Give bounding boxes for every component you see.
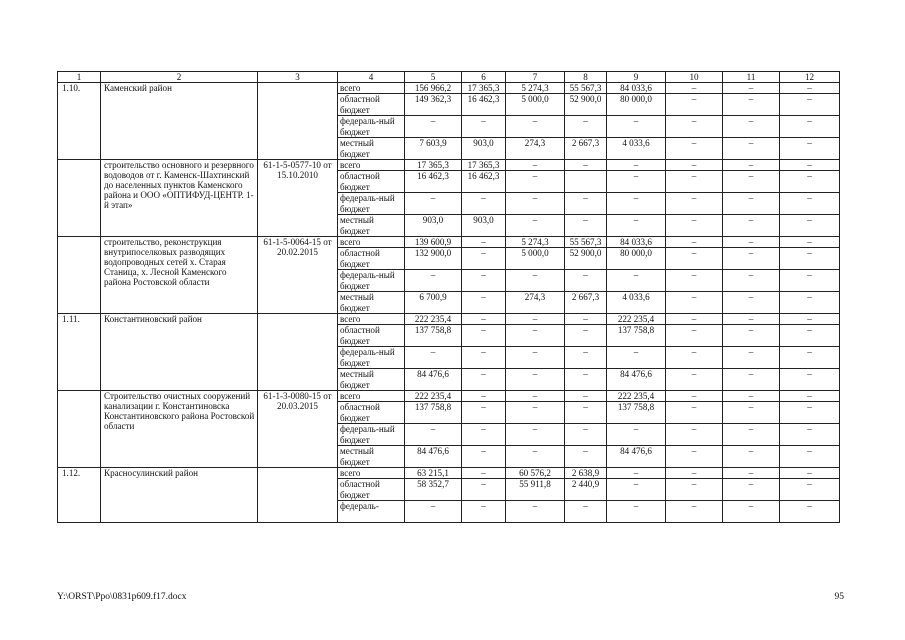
amount-cell: – [666,479,723,501]
amount-cell: – [405,193,462,215]
amount-cell: – [666,402,723,424]
amount-cell: – [607,479,666,501]
amount-cell: – [565,402,607,424]
amount-cell: – [607,424,666,446]
amount-cell: – [666,215,723,237]
project-code: 61-1-5-0064-15 от 20.02.2015 [258,237,338,314]
amount-cell: – [462,402,506,424]
amount-cell: – [607,501,666,523]
funding-source: местный бюджет [338,138,405,160]
funding-source: областной бюджет [338,171,405,193]
amount-cell: 84 476,6 [607,446,666,468]
header-cell: 2 [101,72,258,83]
header-row [58,72,840,83]
amount-cell: – [723,215,780,237]
amount-cell: – [462,248,506,270]
amount-cell: – [780,479,840,501]
amount-cell: – [780,369,840,391]
amount-cell: 903,0 [462,138,506,160]
amount-cell: 17 365,3 [462,83,506,94]
amount-cell: – [723,116,780,138]
amount-cell: – [780,248,840,270]
amount-cell: – [666,94,723,116]
amount-cell: – [462,479,506,501]
budget-table [57,71,840,523]
amount-cell: – [405,501,462,523]
amount-cell: – [607,116,666,138]
amount-cell: – [462,347,506,369]
header-cell: 1 [58,72,101,83]
funding-source: всего [338,391,405,402]
amount-cell: – [666,501,723,523]
amount-cell: – [666,83,723,94]
funding-source: местный бюджет [338,446,405,468]
amount-cell: – [666,468,723,479]
amount-cell: – [723,160,780,171]
amount-cell: – [780,237,840,248]
header-cell: 12 [780,72,840,83]
amount-cell: – [506,402,565,424]
amount-cell: – [565,347,607,369]
item-number: 1.12. [58,468,101,523]
amount-cell: – [462,193,506,215]
amount-cell: – [462,270,506,292]
amount-cell: – [607,215,666,237]
amount-cell: – [506,501,565,523]
amount-cell: 903,0 [462,215,506,237]
funding-source: федераль-ный бюджет [338,116,405,138]
item-number [58,237,101,314]
amount-cell: 4 033,6 [607,292,666,314]
funding-source: федераль- [338,501,405,523]
amount-cell: – [666,325,723,347]
amount-cell: – [565,446,607,468]
amount-cell: 139 600,9 [405,237,462,248]
amount-cell: 222 235,4 [607,391,666,402]
amount-cell: – [723,369,780,391]
amount-cell: – [506,193,565,215]
amount-cell: – [780,160,840,171]
amount-cell: 5 274,3 [506,83,565,94]
amount-cell: 5 000,0 [506,94,565,116]
funding-source: всего [338,237,405,248]
header-cell: 8 [565,72,607,83]
amount-cell: – [723,193,780,215]
amount-cell: – [666,138,723,160]
amount-cell: 55 911,8 [506,479,565,501]
funding-source: федераль-ный бюджет [338,347,405,369]
amount-cell: 903,0 [405,215,462,237]
funding-source: областной бюджет [338,479,405,501]
amount-cell: – [723,314,780,325]
amount-cell: – [780,446,840,468]
amount-cell: – [506,270,565,292]
amount-cell: – [780,94,840,116]
amount-cell: – [780,424,840,446]
funding-source: местный бюджет [338,292,405,314]
amount-cell: – [462,116,506,138]
item-name: строительство, реконструкция внутрипоселковых разводящих водопроводных сетей х. Старая Станица, х. Лесной Каменского района Ростовской области [101,237,258,314]
amount-cell: – [780,193,840,215]
amount-cell: 137 758,8 [607,402,666,424]
amount-cell: – [666,347,723,369]
amount-cell: 84 033,6 [607,83,666,94]
amount-cell: 222 235,4 [607,314,666,325]
item-name: Красносулинский район [101,468,258,523]
amount-cell: – [780,138,840,160]
amount-cell: 16 462,3 [405,171,462,193]
table-row [58,468,840,479]
amount-cell: – [462,325,506,347]
amount-cell: – [666,391,723,402]
amount-cell: – [780,292,840,314]
amount-cell: – [666,314,723,325]
amount-cell: – [666,424,723,446]
amount-cell: 137 758,8 [607,325,666,347]
amount-cell: – [666,171,723,193]
amount-cell: 80 000,0 [607,248,666,270]
amount-cell: – [565,270,607,292]
table-row [58,160,840,171]
amount-cell: 7 603,9 [405,138,462,160]
item-name: строительство основного и резервного водоводов от г. Каменск-Шахтинский до населенных пунктов Каменского района и ООО «ОПТИФУД-ЦЕНТР. 1-й этап» [101,160,258,237]
header-cell: 5 [405,72,462,83]
amount-cell: – [506,215,565,237]
amount-cell: – [506,171,565,193]
amount-cell: – [405,347,462,369]
page-number: 95 [834,592,844,602]
amount-cell: – [780,468,840,479]
amount-cell: – [723,94,780,116]
amount-cell: – [723,270,780,292]
amount-cell: – [723,325,780,347]
amount-cell: – [462,292,506,314]
amount-cell: 274,3 [506,292,565,314]
amount-cell: – [462,501,506,523]
amount-cell: – [506,160,565,171]
amount-cell: 5 000,0 [506,248,565,270]
header-cell: 9 [607,72,666,83]
amount-cell: – [607,193,666,215]
amount-cell: 274,3 [506,138,565,160]
amount-cell: – [723,424,780,446]
file-path: Y:\ORST\Ppo\0831p609.f17.docx [57,592,187,602]
amount-cell: 156 966,2 [405,83,462,94]
funding-source: всего [338,314,405,325]
amount-cell: – [565,160,607,171]
amount-cell: – [723,171,780,193]
amount-cell: – [462,237,506,248]
amount-cell: 58 352,7 [405,479,462,501]
amount-cell: – [666,116,723,138]
amount-cell: – [780,325,840,347]
amount-cell: 60 576,2 [506,468,565,479]
amount-cell: – [462,468,506,479]
amount-cell: – [780,501,840,523]
amount-cell: – [506,446,565,468]
table-row [58,237,840,248]
amount-cell: 222 235,4 [405,314,462,325]
item-name: Каменский район [101,83,258,160]
amount-cell: 137 758,8 [405,325,462,347]
funding-source: всего [338,83,405,94]
amount-cell: – [723,501,780,523]
amount-cell: – [780,347,840,369]
project-code [258,468,338,523]
amount-cell: 2 667,3 [565,138,607,160]
amount-cell: 17 365,3 [462,160,506,171]
funding-source: федераль-ный бюджет [338,193,405,215]
amount-cell: – [723,391,780,402]
amount-cell: – [565,501,607,523]
amount-cell: 222 235,4 [405,391,462,402]
amount-cell: 16 462,3 [462,171,506,193]
amount-cell: – [780,215,840,237]
funding-source: федераль-ный бюджет [338,270,405,292]
amount-cell: – [506,314,565,325]
amount-cell: 2 440,9 [565,479,607,501]
amount-cell: – [565,369,607,391]
amount-cell: – [506,424,565,446]
amount-cell: – [666,237,723,248]
amount-cell: – [565,314,607,325]
amount-cell [565,171,607,193]
project-code [258,83,338,160]
amount-cell: – [565,215,607,237]
funding-source: областной бюджет [338,94,405,116]
header-cell: 4 [338,72,405,83]
amount-cell: – [666,193,723,215]
item-name: Строительство очистных сооружений канализации г. Константиновска Константиновского района Ростовской области [101,391,258,468]
amount-cell: – [565,424,607,446]
amount-cell: – [565,325,607,347]
item-number [58,391,101,468]
funding-source: местный бюджет [338,215,405,237]
amount-cell: – [723,292,780,314]
funding-source: областной бюджет [338,248,405,270]
amount-cell: 55 567,3 [565,83,607,94]
table-row [58,391,840,402]
amount-cell: – [780,83,840,94]
header-cell: 3 [258,72,338,83]
funding-source: местный бюджет [338,369,405,391]
amount-cell: 84 476,6 [405,369,462,391]
amount-cell: – [462,314,506,325]
amount-cell: – [607,347,666,369]
amount-cell: – [565,116,607,138]
amount-cell: – [506,116,565,138]
header-cell: 6 [462,72,506,83]
amount-cell: – [405,116,462,138]
amount-cell: – [607,270,666,292]
amount-cell: – [780,314,840,325]
item-number: 1.11. [58,314,101,391]
amount-cell: – [506,369,565,391]
amount-cell: 149 362,3 [405,94,462,116]
amount-cell: – [723,347,780,369]
amount-cell: – [607,468,666,479]
amount-cell: – [723,446,780,468]
amount-cell: – [462,424,506,446]
project-code: 61-1-5-0577-10 от 15.10.2010 [258,160,338,237]
amount-cell: – [666,160,723,171]
amount-cell: 4 033,6 [607,138,666,160]
amount-cell: – [405,424,462,446]
amount-cell: – [565,391,607,402]
amount-cell: 5 274,3 [506,237,565,248]
amount-cell: 132 900,0 [405,248,462,270]
project-code [258,314,338,391]
table-row [58,314,840,325]
amount-cell: 52 900,0 [565,94,607,116]
amount-cell: 2 667,3 [565,292,607,314]
header-cell: 10 [666,72,723,83]
amount-cell: – [506,325,565,347]
amount-cell: 55 567,3 [565,237,607,248]
item-name: Константиновский район [101,314,258,391]
amount-cell: – [666,292,723,314]
amount-cell: – [666,248,723,270]
funding-source: областной бюджет [338,402,405,424]
amount-cell: – [462,391,506,402]
header-cell: 11 [723,72,780,83]
amount-cell: – [780,270,840,292]
amount-cell: – [462,369,506,391]
amount-cell: – [607,160,666,171]
amount-cell: 16 462,3 [462,94,506,116]
amount-cell: 84 476,6 [405,446,462,468]
amount-cell: 80 000,0 [607,94,666,116]
amount-cell: – [780,116,840,138]
amount-cell: – [462,446,506,468]
amount-cell: – [780,402,840,424]
amount-cell: – [723,248,780,270]
funding-source: всего [338,468,405,479]
table-row [58,83,840,94]
header-cell: 7 [506,72,565,83]
amount-cell: 137 758,8 [405,402,462,424]
amount-cell: – [565,193,607,215]
amount-cell: 52 900,0 [565,248,607,270]
amount-cell: 63 215,1 [405,468,462,479]
funding-source: всего [338,160,405,171]
amount-cell: – [506,347,565,369]
amount-cell: – [405,270,462,292]
amount-cell: – [607,171,666,193]
item-number: 1.10. [58,83,101,160]
amount-cell: – [723,479,780,501]
amount-cell: 84 033,6 [607,237,666,248]
amount-cell: – [666,446,723,468]
amount-cell: – [723,402,780,424]
amount-cell: – [723,237,780,248]
amount-cell: 17 365,3 [405,160,462,171]
item-number [58,160,101,237]
project-code: 61-1-3-0080-15 от 20.03.2015 [258,391,338,468]
funding-source: федераль-ный бюджет [338,424,405,446]
amount-cell: – [666,369,723,391]
amount-cell: 6 700,9 [405,292,462,314]
amount-cell: 84 476,6 [607,369,666,391]
amount-cell: – [780,171,840,193]
amount-cell: – [506,391,565,402]
amount-cell: – [780,391,840,402]
funding-source: областной бюджет [338,325,405,347]
amount-cell: – [723,138,780,160]
amount-cell: – [723,83,780,94]
amount-cell: – [723,468,780,479]
amount-cell: 2 638,9 [565,468,607,479]
amount-cell: – [666,270,723,292]
